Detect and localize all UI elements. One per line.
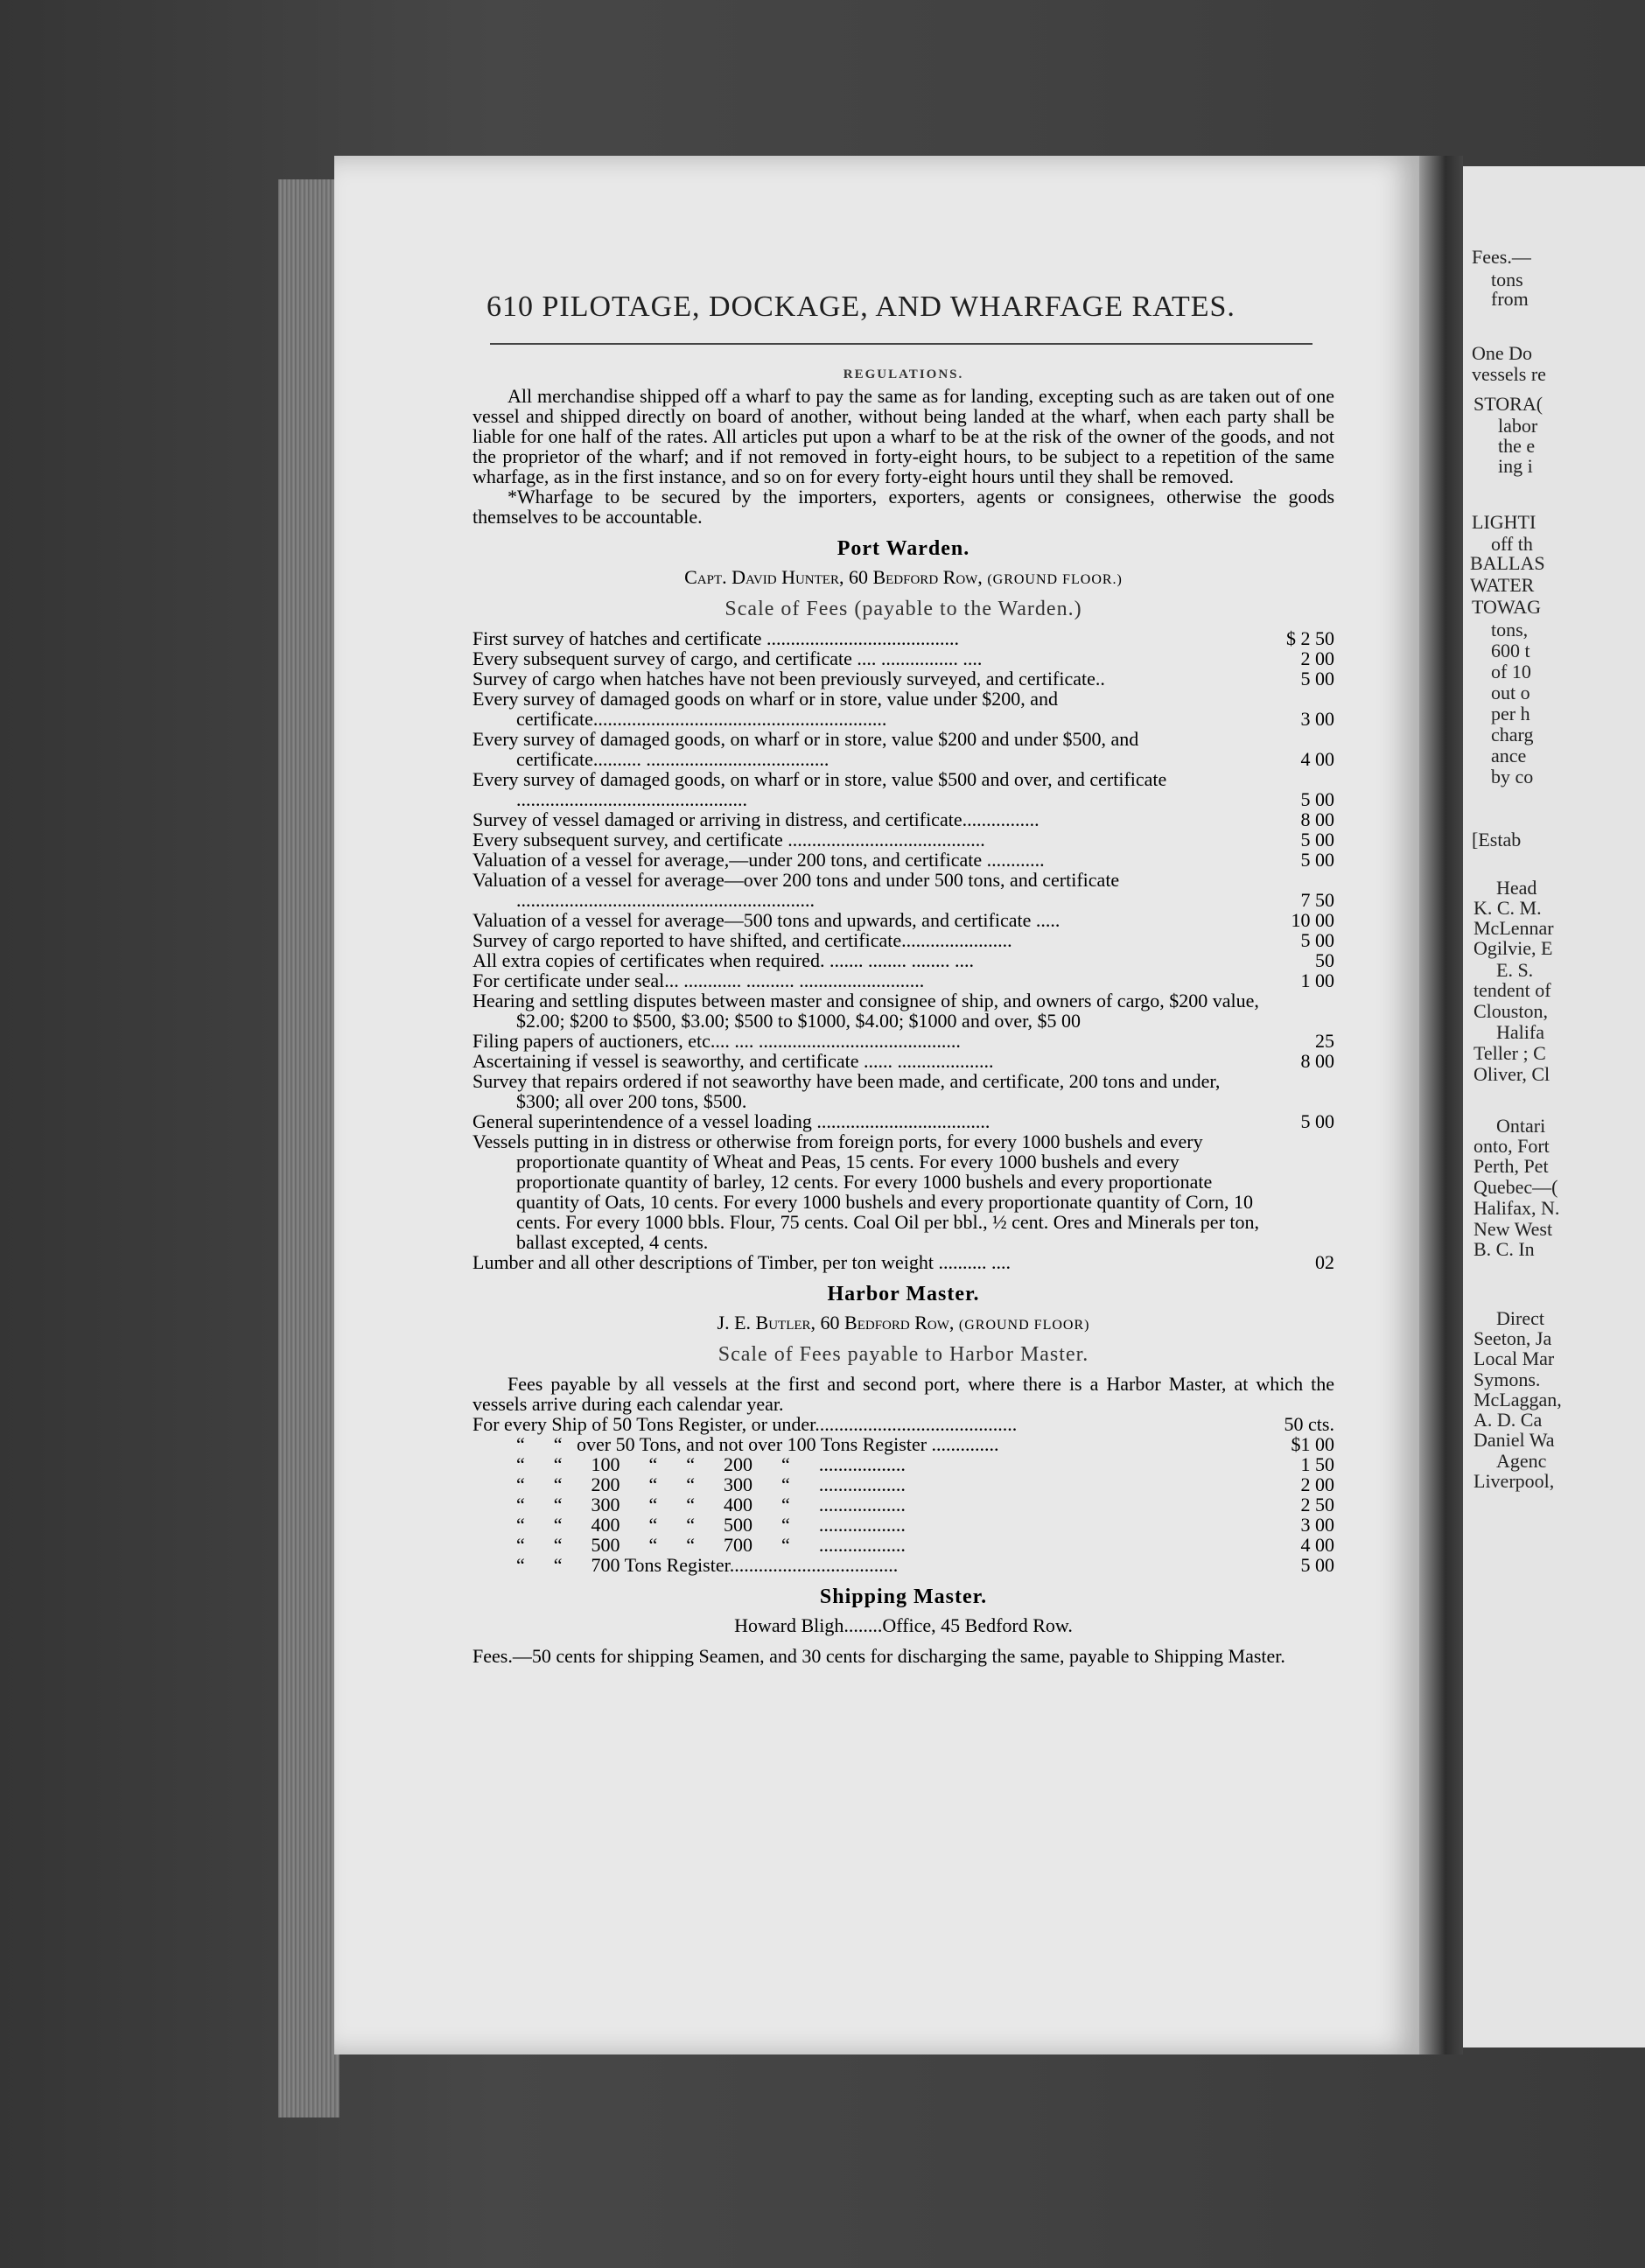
right-page-text-fragment: Quebec—(: [1474, 1176, 1558, 1198]
right-page-text-fragment: BALLAS: [1470, 552, 1545, 574]
fee-amount: 4 00: [1300, 748, 1334, 770]
right-page-text-fragment: Fees.—: [1472, 246, 1531, 268]
page-header: [486, 290, 1326, 324]
harbor-fee-row: [472, 1434, 1334, 1454]
fee-description: For certificate under seal... ............ .......... ..........................: [472, 970, 925, 991]
right-page-text-fragment: One Do: [1472, 342, 1533, 364]
harbor-fee-description: “ “ over 50 Tons, and not over 100 Tons Register ..............: [516, 1433, 999, 1455]
fee-row: [472, 870, 1334, 910]
shipping-master-fees: Fees.—50 cents for shipping Seamen, and 30 cents for discharging the same, payable to Shipping Master.: [472, 1645, 1285, 1667]
port-warden-floor: (GROUND FLOOR.): [987, 572, 1123, 587]
right-page-text-fragment: B. C. In: [1474, 1238, 1535, 1260]
fee-description: Valuation of a vessel for average—500 tons and upwards, and certificate .....: [472, 909, 1060, 931]
fee-row: [472, 668, 1334, 689]
right-page-text-fragment: STORA(: [1474, 393, 1544, 415]
right-page-text-fragment: New West: [1474, 1218, 1553, 1240]
harbor-fee-amount: 4 00: [1300, 1534, 1334, 1556]
fee-description: Valuation of a vessel for average,—under 200 tons, and certificate ............: [472, 849, 1045, 871]
fee-row: [472, 850, 1334, 870]
fee-description: Lumber and all other descriptions of Timber, per ton weight .......... ....: [472, 1251, 1012, 1273]
right-page-text-fragment: per h: [1491, 703, 1530, 724]
fee-description: Hearing and settling disputes between master and consignee of ship, and owners of cargo, $200 value, $2.00; $200 to $500, $3.00; $500 to $1000, $4.00; $1000 and over, $5 00: [472, 990, 1259, 1032]
right-page-text-fragment: A. D. Ca: [1474, 1409, 1543, 1431]
right-page-text-fragment: Halifax, N.: [1474, 1197, 1560, 1219]
right-page-text-fragment: Daniel Wa: [1474, 1429, 1555, 1451]
fee-description: Every survey of damaged goods, on wharf or in store, value $200 and under $500, and certificate.......... ......................................: [472, 728, 1139, 770]
fee-amount: 50: [1315, 949, 1334, 971]
fee-description: Every subsequent survey of cargo, and certificate .... ................ ....: [472, 648, 983, 669]
fee-description: Ascertaining if vessel is seaworthy, and certificate ...... ....................: [472, 1050, 994, 1072]
fee-amount: 1 00: [1300, 970, 1334, 991]
fee-row: [472, 1111, 1334, 1131]
fee-description: General superintendence of a vessel loading ....................................: [472, 1110, 990, 1132]
fee-description: Survey of vessel damaged or arriving in distress, and certificate................: [472, 808, 1040, 830]
fee-row: [472, 990, 1334, 1031]
harbor-fee-description: “ “ 400 “ “ 500 “ ..................: [516, 1514, 906, 1536]
harbor-master-fee-list: [472, 1414, 1334, 1575]
fee-description: All extra copies of certificates when required. ....... ........ ........ ....: [472, 949, 975, 971]
fee-description: Every survey of damaged goods, on wharf or in store, value $500 and over, and certificate ................................................: [472, 768, 1167, 810]
fee-row: [472, 950, 1334, 970]
harbor-fee-description: “ “ 100 “ “ 200 “ ..................: [516, 1453, 906, 1475]
regulations-paragraph: *Wharfage to be secured by the importers, exporters, agents or consignees, otherwise the goods themselves to be accountable.: [472, 486, 1334, 528]
fee-description: Vessels putting in in distress or otherwise from foreign ports, for every 1000 bushels and every proportionate quantity of Wheat and Peas, 15 cents. For every 1000 bushels and every proportionate quantity of barley, 12 cents. For every 1000 bushels and every proportionate quantity of Oats, 10 cents. For every 1000 bushels and every proportionate quantity of Corn, 10 cents. For every 1000 bbls. Flour, 75 cents. Coal Oil per bbl., ½ cent. Ores and Minerals per ton, ballast excepted, 4 cents.: [472, 1130, 1260, 1253]
harbor-fee-amount: 50 cts.: [1284, 1413, 1334, 1435]
harbor-fee-row: [472, 1474, 1334, 1494]
right-page-text-fragment: Symons.: [1474, 1368, 1541, 1390]
fee-amount: 5 00: [1300, 788, 1334, 810]
harbor-fee-row: [472, 1454, 1334, 1474]
fee-row: [472, 1031, 1334, 1051]
fee-row: [472, 628, 1334, 648]
right-page-text-fragment: from: [1491, 288, 1529, 310]
right-page-text-fragment: Direct: [1496, 1307, 1544, 1329]
harbor-master-name: [472, 1312, 1334, 1334]
fee-row: [472, 910, 1334, 930]
harbor-fee-amount: 2 00: [1300, 1474, 1334, 1495]
harbor-master-floor: (GROUND FLOOR): [958, 1318, 1090, 1333]
right-page-text-fragment: of 10: [1491, 661, 1531, 682]
fee-row: [472, 689, 1334, 729]
right-page-text-fragment: WATER: [1470, 574, 1535, 596]
harbor-fee-amount: 5 00: [1300, 1554, 1334, 1576]
left-page-body: [472, 368, 1334, 1666]
fee-description: Every survey of damaged goods on wharf or in store, value under $200, and certificate.............................................................: [472, 688, 1058, 730]
fee-row: [472, 769, 1334, 809]
fee-amount: 5 00: [1300, 829, 1334, 850]
fee-row: [472, 1252, 1334, 1272]
port-warden-title: Port Warden.: [836, 537, 970, 560]
fee-row: [472, 1051, 1334, 1071]
right-page-text-fragment: Seeton, Ja: [1474, 1327, 1552, 1349]
fee-row: [472, 830, 1334, 850]
right-page-text-fragment: TOWAG: [1472, 596, 1542, 618]
fee-amount: 8 00: [1300, 1050, 1334, 1072]
right-page-text-fragment: tons: [1491, 269, 1523, 290]
fee-amount: 7 50: [1300, 889, 1334, 911]
harbor-fee-description: For every Ship of 50 Tons Register, or under..........................................: [472, 1413, 1018, 1435]
fee-row: [472, 1071, 1334, 1111]
regulations-heading: REGULATIONS.: [843, 368, 964, 382]
right-page-text-fragment: 600 t: [1491, 640, 1530, 662]
harbor-master-intro: Fees payable by all vessels at the first and second port, where there is a Harbor Master, at which the vessels arrive during each calendar year.: [472, 1373, 1334, 1415]
fee-amount: $ 2 50: [1286, 627, 1334, 649]
fee-amount: 5 00: [1300, 929, 1334, 951]
harbor-fee-row: [472, 1515, 1334, 1535]
right-page-text-fragment: Clouston,: [1474, 1000, 1548, 1022]
right-page-text-fragment: LIGHTI: [1472, 511, 1536, 533]
right-page-text-fragment: by co: [1491, 766, 1534, 788]
harbor-fee-amount: 3 00: [1300, 1514, 1334, 1536]
harbor-fee-row: [472, 1494, 1334, 1515]
fee-description: Survey that repairs ordered if not seaworthy have been made, and certificate, 200 tons and under, $300; all over 200 tons, $500.: [472, 1070, 1221, 1112]
fee-amount: 5 00: [1300, 849, 1334, 871]
port-warden-fee-list: [472, 628, 1334, 1272]
fee-amount: 5 00: [1300, 1110, 1334, 1132]
shipping-master-title: Shipping Master.: [819, 1586, 988, 1608]
harbor-fee-row: [472, 1555, 1334, 1575]
harbor-fee-amount: 1 50: [1300, 1453, 1334, 1475]
right-page-text-fragment: Agenc: [1496, 1450, 1547, 1472]
harbor-fee-amount: $1 00: [1291, 1433, 1334, 1455]
harbor-fee-row: [472, 1535, 1334, 1555]
fee-amount: 10 00: [1291, 909, 1334, 931]
book-page-edges: [278, 179, 340, 2118]
right-page-text-fragment: Ontari: [1496, 1115, 1546, 1137]
fee-amount: 25: [1315, 1030, 1334, 1052]
fee-row: [472, 970, 1334, 990]
harbor-fee-description: “ “ 500 “ “ 700 “ ..................: [516, 1534, 906, 1556]
harbor-fee-row: [472, 1414, 1334, 1434]
right-page-text-fragment: Perth, Pet: [1474, 1155, 1549, 1177]
fee-row: [472, 729, 1334, 769]
right-page-text-fragment: McLennar: [1474, 917, 1554, 939]
right-page-text-fragment: out o: [1491, 682, 1530, 704]
fee-amount: 8 00: [1300, 808, 1334, 830]
fee-description: First survey of hatches and certificate ........................................: [472, 627, 959, 649]
harbor-master-title: Harbor Master.: [827, 1283, 980, 1306]
right-page-text-fragment: McLaggan,: [1474, 1389, 1562, 1410]
fee-row: [472, 809, 1334, 830]
fee-description: Every subsequent survey, and certificate .........................................: [472, 829, 985, 850]
fee-row: [472, 1131, 1334, 1252]
right-page-text-fragment: ance: [1491, 745, 1527, 766]
right-page-text-fragment: tendent of: [1474, 979, 1551, 1001]
harbor-fee-description: “ “ 200 “ “ 300 “ ..................: [516, 1474, 906, 1495]
right-page-text-fragment: the e: [1498, 435, 1536, 457]
right-page-text-fragment: Ogilvie, E: [1474, 937, 1553, 959]
fee-row: [472, 648, 1334, 668]
right-page-text-fragment: Liverpool,: [1474, 1470, 1555, 1492]
fee-amount: 2 00: [1300, 648, 1334, 669]
right-page-text-fragment: Oliver, Cl: [1474, 1063, 1550, 1085]
page-number: 610: [486, 290, 534, 323]
right-page-text-fragment: onto, Fort: [1474, 1135, 1550, 1157]
harbor-fee-amount: 2 50: [1300, 1494, 1334, 1516]
harbor-master-address: J. E. Butler, 60 Bedford Row,: [717, 1312, 955, 1334]
shipping-master-name: Howard Bligh........Office, 45 Bedford Row.: [734, 1614, 1073, 1636]
port-warden-scale-title: Scale of Fees (payable to the Warden.): [724, 598, 1082, 620]
right-page-text-fragment: Local Mar: [1474, 1348, 1555, 1369]
right-page-text-fragment: labor: [1498, 415, 1538, 437]
port-warden-name: [472, 566, 1334, 589]
book-gutter: [1419, 156, 1463, 2054]
right-page-text-fragment: Teller ; C: [1474, 1042, 1546, 1064]
right-page: [1463, 166, 1645, 2048]
fee-amount: 02: [1315, 1251, 1334, 1273]
regulations-paragraph: All merchandise shipped off a wharf to pay the same as for landing, excepting such as are taken out of one vessel and shipped directly on board of another, without being landed at the wharf, when each party shall be liable for one half of the rates. All articles put upon a wharf to be at the risk of the owner of the goods, and not the proprietor of the wharf; and if not removed in forty-eight hours, to be subject to a repetition of the same wharfage, as in the first instance, and so on for every forty-eight hours until they shall be removed.: [472, 385, 1334, 487]
harbor-master-scale-title: Scale of Fees payable to Harbor Master.: [718, 1343, 1089, 1366]
harbor-fee-description: “ “ 300 “ “ 400 “ ..................: [516, 1494, 906, 1516]
right-page-text-fragment: off th: [1491, 533, 1533, 555]
right-page-text-fragment: tons,: [1491, 619, 1529, 640]
fee-description: Survey of cargo reported to have shifted, and certificate.......................: [472, 929, 1012, 951]
fee-amount: 3 00: [1300, 708, 1334, 730]
right-page-text-fragment: Halifa: [1496, 1021, 1544, 1043]
fee-description: Filing papers of auctioners, etc.... .... ..........................................: [472, 1030, 961, 1052]
page-title: PILOTAGE, DOCKAGE, AND WHARFAGE RATES.: [542, 290, 1236, 323]
right-page-text-fragment: ing i: [1498, 455, 1533, 477]
right-page-text-fragment: charg: [1491, 724, 1534, 746]
fee-description: Survey of cargo when hatches have not been previously surveyed, and certificate..: [472, 668, 1105, 690]
header-rule: [490, 343, 1312, 345]
port-warden-address: Capt. David Hunter, 60 Bedford Row,: [684, 566, 983, 588]
harbor-fee-description: “ “ 700 Tons Register...................................: [516, 1554, 899, 1576]
right-page-text-fragment: E. S.: [1496, 959, 1534, 981]
fee-amount: 5 00: [1300, 668, 1334, 690]
right-page-text-fragment: vessels re: [1472, 363, 1546, 385]
right-page-text-fragment: [Estab: [1472, 829, 1522, 850]
fee-description: Valuation of a vessel for average—over 200 tons and under 500 tons, and certificate ..............................................................: [472, 869, 1120, 911]
right-page-text-fragment: K. C. M.: [1474, 897, 1542, 919]
right-page-text-fragment: Head: [1496, 877, 1537, 899]
fee-row: [472, 930, 1334, 950]
